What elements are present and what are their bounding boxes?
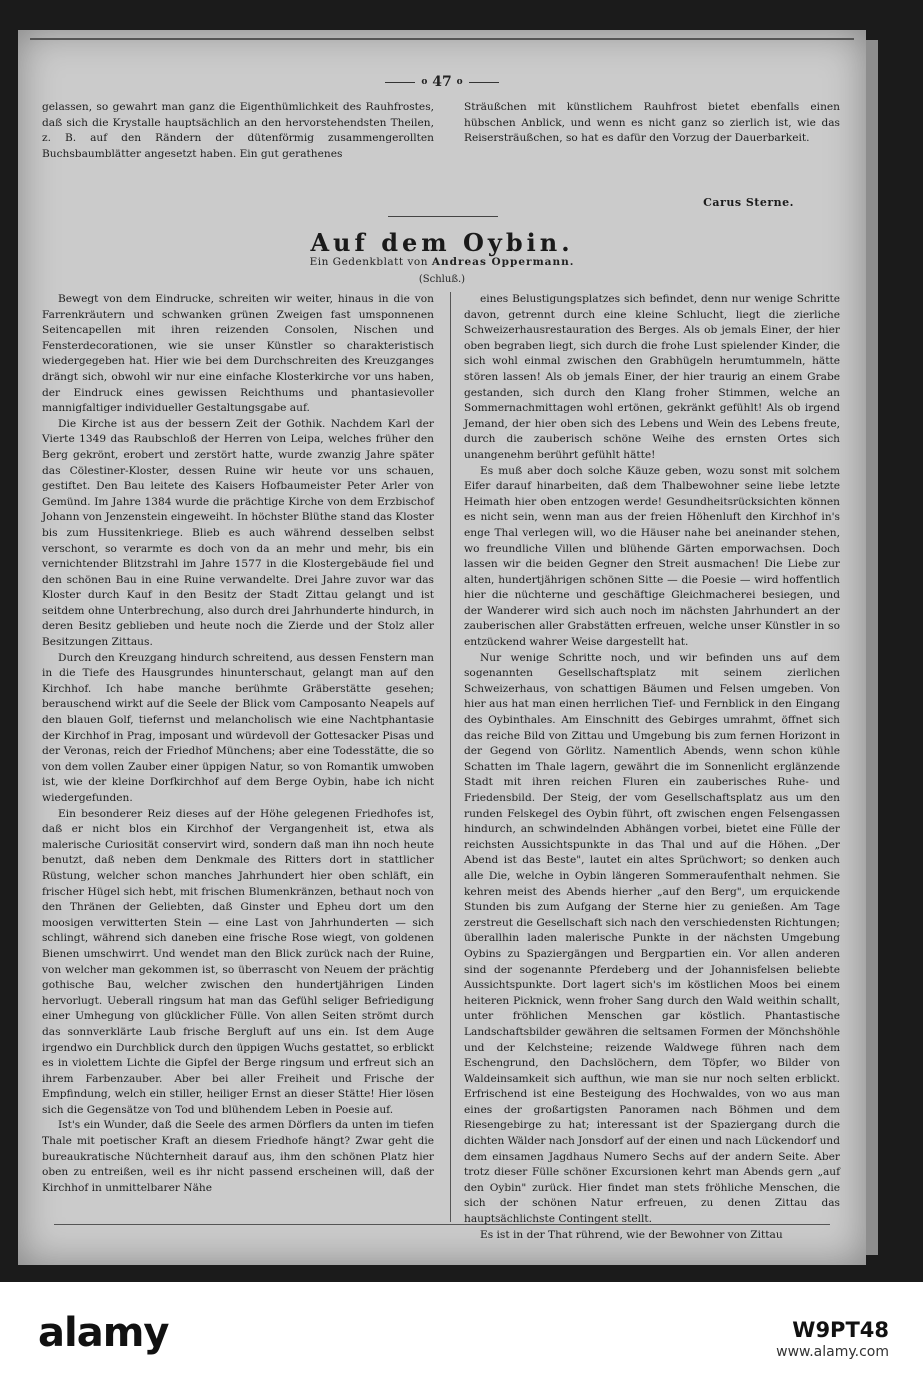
paragraph: Durch den Kreuzgang hindurch schreitend, aus dessen Fenstern man in die Tiefe des Hausgrundes hinunterschaut, gelangt man auf den Kirchhof. Ich habe manche berühmte Gräberstätte gesehen; berauschend wirkt auf die Seele der Blick vom Camposanto Neapels auf den blauen Golf, tiefernst und melancholisch wie eine Nachtphantasie der Kirchhof in Prag, imposant und würdevoll der Gottesacker Pisas und der Veronas, reich der Friedhof Münchens; aber eine Todesstätte, die so von dem vollen Zauber einer üppigen Natur, so von Romantik umwoben ist, wie der kleine Dorfkirchhof auf dem Berge Oybin, habe ich nicht wiedergefunden. xyxy=(42,651,434,804)
paragraph: Es ist in der That rührend, wie der Bewohner von Zittau xyxy=(480,1228,783,1241)
bottom-rule xyxy=(54,1224,830,1225)
top-right-text: Sträußchen mit künstlichem Rauhfrost bietet ebenfalls einen hübschen Anblick, und wenn es nicht ganz so zierlich ist, wie das Reisersträußchen, so hat es dafür den Vorzug der Dauerbarkeit. xyxy=(464,101,840,145)
article-subtitle: Ein Gedenkblatt von Andreas Oppermann. xyxy=(309,256,575,268)
paper-edge xyxy=(866,40,878,1255)
article-title: Auf dem Oybin. xyxy=(310,228,574,257)
alamy-logo: alamy xyxy=(38,1310,169,1356)
image-id: W9PT48 xyxy=(792,1318,889,1342)
continued-note: (Schluß.) xyxy=(418,274,466,285)
paragraph: Bewegt von dem Eindrucke, schreiten wir weiter, hinaus in die von Farrenkräutern und schwanken grünen Zweigen fast umsponnenen Seitencapellen mit ihren reizenden Consolen, Nischen und Fensterdecorationen, wie sie unser Künstler so charakteristisch wiedergegeben hat. Hier wie bei dem Durchschreiten des Kreuzganges drängt sich, obwohl wir nur eine einfache Klosterkirche vor uns haben, der Eindruck eines gewissen Reichthums und phantasievoller mannigfaltiger individueller Gestaltungsgabe auf. xyxy=(42,293,434,415)
column-divider xyxy=(450,292,451,1222)
page-number: 47 xyxy=(432,74,452,90)
article-author: Andreas Oppermann. xyxy=(431,256,575,268)
paragraph: Ist's ein Wunder, daß die Seele des armen Dörflers da unten im tiefen Thale mit poetischer Kraft an diesem Friedhofe hängt? Zwar geht die bureaukratische Nüchternheit darauf aus, ihm den schönen Platz hier oben zu entreißen, weil es ihr nicht passend erscheinen will, daß der Kirchhof in unmittelbarer Nähe xyxy=(42,1119,434,1194)
separator-rule xyxy=(388,216,498,217)
left-column xyxy=(42,292,434,1196)
top-left-text: gelassen, so gewahrt man ganz die Eigenthümlichkeit des Rauhfrostes, daß sich die Krystalle hauptsächlich an den hervorstehendsten Theilen, z. B. auf den Rändern der dütenförmig zusammengerollten Buchsbaumblätter angesetzt haben. Ein gut gerathenes xyxy=(42,101,434,160)
paragraph: Ein besonderer Reiz dieses auf der Höhe gelegenen Friedhofes ist, daß er nicht blos ein Kirchhof der Vergangenheit ist, etwa als malerische Curiosität conservirt wird, sondern daß man ihn noch heute benutzt, daß neben dem Denkmale des Ritters dort in stattlicher Rüstung, welcher schon manches Jahrhundert hier oben schläft, ein frischer Hügel sich hebt, mit frischen Blumenkränzen, bethaut noch von den Thränen der Geliebten, daß Ginster und Epheu dort um den moosigen verwitterten Stein — eine Last von Jahrhunderten — sich schlingt, während sich daneben eine frische Rose wiegt, von goldenen Bienen umschwirrt. Und wendet man den Blick zurück nach der Ruine, von welcher man gekommen ist, so überrascht von Neuem der prächtig gothische Bau, welcher zwischen den hundertjährigen Linden hervorlugt. Ueberall ringsum hat man das Gefühl seliger Befriedigung einer Umhegung von glücklicher Fülle. Von allen Seiten strömt durch das sonnverklärte Laub frische Bergluft auf uns ein. Ist dem Auge irgendwo ein Durchblick durch den üppigen Wuchs gestattet, so erblickt es in violettem Lichte die Gipfel der Berge ringsum und erfreut sich an ihrem Farbenzauber. Aber bei aller Freiheit und Frische der Empfindung, welch ein stiller, heiliger Ernst an dieser Stätte! Hier lösen sich die Gegensätze von Tod und blühendem Leben in Poesie auf. xyxy=(42,807,434,1116)
right-column xyxy=(464,292,840,1243)
newspaper-page xyxy=(18,30,866,1265)
top-border xyxy=(30,38,854,40)
page-header: o 47 o xyxy=(18,74,866,90)
paragraph: Die Kirche ist aus der bessern Zeit der Gothik. Nachdem Karl der Vierte 1349 das Raubschloß der Herren von Leipa, welches früher den Berg gekrönt, erobert und zerstört hatte, wurde zwanzig Jahre später das Cölestiner-Kloster, dessen Ruine wir heute vor uns schauen, gestiftet. Den Bau leitete des Kaisers Hofbaumeister Peter Arler von Gemünd. Im Jahre 1384 wurde die prächtige Kirche von dem Erzbischof Johann von Jenzenstein eingeweiht. In höchster Blüthe stand das Kloster bis zum Hussitenkriege. Blieb es auch während desselben selbst verschont, so verarmte es doch von da an mehr und mehr, bis ein vernichtender Blitzstrahl im Jahre 1577 in die Klostergebäude fiel und den schönen Bau in eine Ruine verwandelte. Drei Jahre zuvor war das Kloster durch Kauf in den Besitz der Stadt Zittau gelangt und ist seitdem ohne Unterbrechung, also durch drei Jahrhunderte hindurch, in deren Besitz geblieben und heute noch die Zierde und der Stolz aller Besitzungen Zittaus. xyxy=(42,417,434,649)
paragraph: Es muß aber doch solche Käuze geben, wozu sonst mit solchem Eifer darauf hinarbeiten, daß dem Thalbewohner seine liebe letzte Heimath hier oben entzogen werde! Gesundheitsrücksichten können es nicht sein, wenn man aus der freien Höhenluft den Kirchhof in's enge Thal verlegen will, wo die Häuser nahe bei aneinander stehen, wo freundliche Villen und blühende Gärten emporwachsen. Doch lassen wir die beiden Gegner den Streit ausmachen! Die Liebe zur alten, hundertjährigen schönen Sitte — die Poesie — wird hoffentlich hier die nüchterne und geschäftige Gleichmacherei besiegen, und der Wanderer wird sich auch noch im nächsten Jahrhundert an der zauberischen aller Grabstätten erfreuen, welche unser Künstler in so entzückend wahrer Weise dargestellt hat. xyxy=(464,464,840,649)
paragraph: Nur wenige Schritte noch, und wir befinden uns auf dem sogenannten Gesellschaftsplatz mit seinem zierlichen Schweizerhaus, von schattigen Bäumen und Felsen umgeben. Von hier aus hat man einen herrlichen Tief- und Fernblick in den Eingang des Oybinthales. Am Einschnitt des Gebirges umrahmt, öffnet sich das reiche Bild von Zittau und Umgebung bis zum fernen Horizont in der Gegend von Görlitz. Namentlich Abends, wenn schon kühle Schatten im Thale lagern, gewährt die im Sonnenlicht erglänzende Stadt mit ihren reichen Fluren ein zauberisches Ruhe- und Friedensbild. Der Steig, der vom Gesellschaftsplatz aus um den runden Felskegel des Oybin führt, oft zwischen engen Felsengassen hindurch, an schwindelnden Abhängen vorbei, bietet eine Fülle der reichsten Aussichtspunkte in das Thal und auf die Höhen. „Der Abend ist das Beste", lautet ein altes Sprüchwort; so denken auch alle Die, welche in Oybin längeren Sommeraufenthalt nehmen. Sie kehren meist des Abends hierher „auf den Berg", um erquickende Stunden bis zum Aufgang der Sterne hier zu genießen. Am Tage zerstreut die Gesellschaft sich nach den verschiedensten Richtungen; überallhin laden malerische Punkte in der nächsten Umgebung Oybins zu Spaziergängen und Bergpartien ein. Vor allen anderen sind der sogenannte Pferdeberg und der Johannisfelsen beliebte Aussichtspunkte. Dort lagert sich's im köstlichen Moos bei einem heiteren Picknick, wenn froher Sang durch den Wald weithin schallt, unter fröhlichen Menschen gar köstlich. Phantastische Landschaftsbilder gewähren die seltsamen Formen der Mönchshöhle und der Kelchsteine; reizende Waldwege führen nach dem Eschengrund, den Dachslöchern, dem Töpfer, wo Bilder von Waldeinsamkeit sich aufthun, wie man sie nur noch selten erblickt. Erfrischend ist eine Besteigung des Hochwaldes, von wo aus man eines der großartigsten Panoramen nach Böhmen und dem Riesengebirge zu hat; interessant ist der Spaziergang durch die dichten Wälder nach Jonsdorf auf der einen und nach Lückendorf und dem einsamen Jagdhaus Numero Sechs auf der andern Seite. Aber trotz dieser Fülle schöner Excursionen kehrt man Abends gern „auf den Oybin" zurück. Hier findet man stets fröhliche Menschen, die sich der schönen Natur erfreuen, zu denen Zittau das hauptsächlichste Contingent stellt. xyxy=(464,651,840,1226)
signature: Carus Sterne. xyxy=(703,196,794,209)
site-url: www.alamy.com xyxy=(776,1344,889,1360)
paragraph: eines Belustigungsplatzes sich befindet, denn nur wenige Schritte davon, getrennt durch eine kleine Schlucht, liegt die zierliche Schweizerhausrestauration des Berges. Als ob jemals Einer, der hier oben begraben liegt, sich durch die frohe Lust spielender Kinder, die sich wohl einmal zwischen den Grabhügeln herumtummeln, hätte stören lassen! Als ob jemals Einer, der hier traurig an einem Grabe gestanden, sich durch den Klang froher Stimmen, welche an Sommernachmittagen wohl ertönen, gekränkt gefühlt! Als ob irgend Jemand, der hier oben sich des Lebens und Wein des Lebens freute, durch die zauberisch schöne Weihe des ernsten Ortes sich unangenehm berührt gefühlt hätte! xyxy=(464,293,840,461)
